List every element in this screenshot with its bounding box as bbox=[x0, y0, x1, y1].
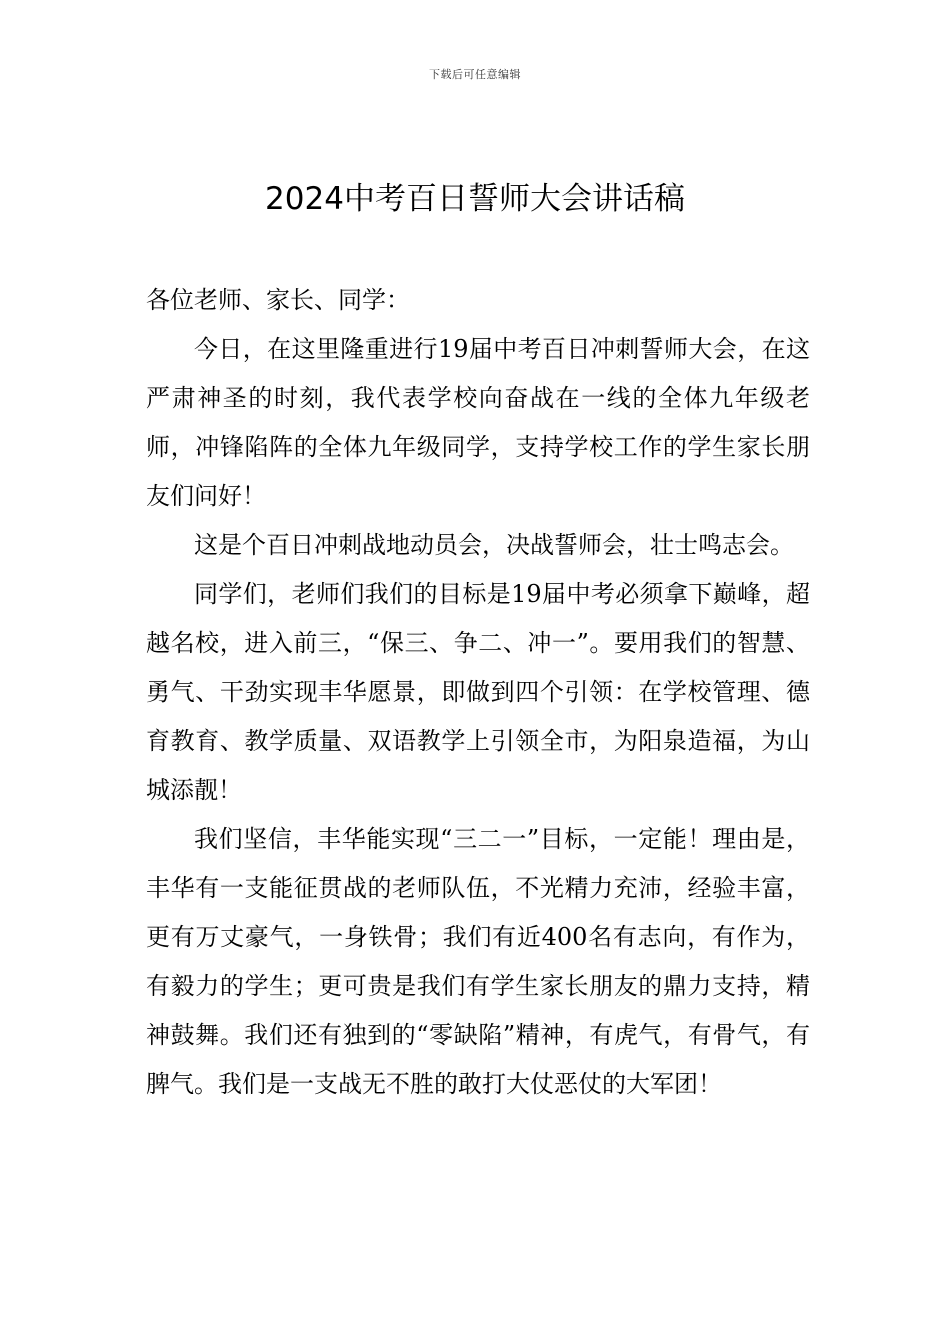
salutation: 各位老师、家长、同学： bbox=[146, 286, 410, 314]
paragraph-4: 我们坚信，丰华能实现“三二一”目标，一定能！理由是，丰华有一支能征贯战的老师队伍，不光精力充沛，经验丰富，更有万丈豪气，一身铁骨；我们有近400名有志向，有作为，有毅力的学生；更可贵是我们有学生家长朋友的鼎力支持，精神鼓舞。我们还有独到的“零缺陷”精神，有虎气，有骨气，有脾气。我们是一支战无不胜的敢打大仗恶仗的大军团！ bbox=[146, 825, 810, 1098]
document-body bbox=[146, 276, 810, 1109]
paragraph-3: 同学们，老师们我们的目标是19届中考必须拿下巅峰，超越名校，进入前三，“保三、争二、冲一”。要用我们的智慧、勇气、干劲实现丰华愿景，即做到四个引领：在学校管理、德育教育、教学质量、双语教学上引领全市，为阳泉造福，为山城添靓！ bbox=[146, 580, 810, 804]
document-title: 2024中考百日誓师大会讲话稿 bbox=[265, 181, 685, 217]
paragraph-2: 这是个百日冲刺战地动员会，决战誓师会，壮士鸣志会。 bbox=[194, 531, 794, 559]
header-note: 下载后可任意编辑 bbox=[429, 68, 521, 81]
paragraph-1: 今日，在这里隆重进行19届中考百日冲刺誓师大会，在这严肃神圣的时刻，我代表学校向奋战在一线的全体九年级老师，冲锋陷阵的全体九年级同学，支持学校工作的学生家长朋友们问好！ bbox=[146, 335, 810, 510]
